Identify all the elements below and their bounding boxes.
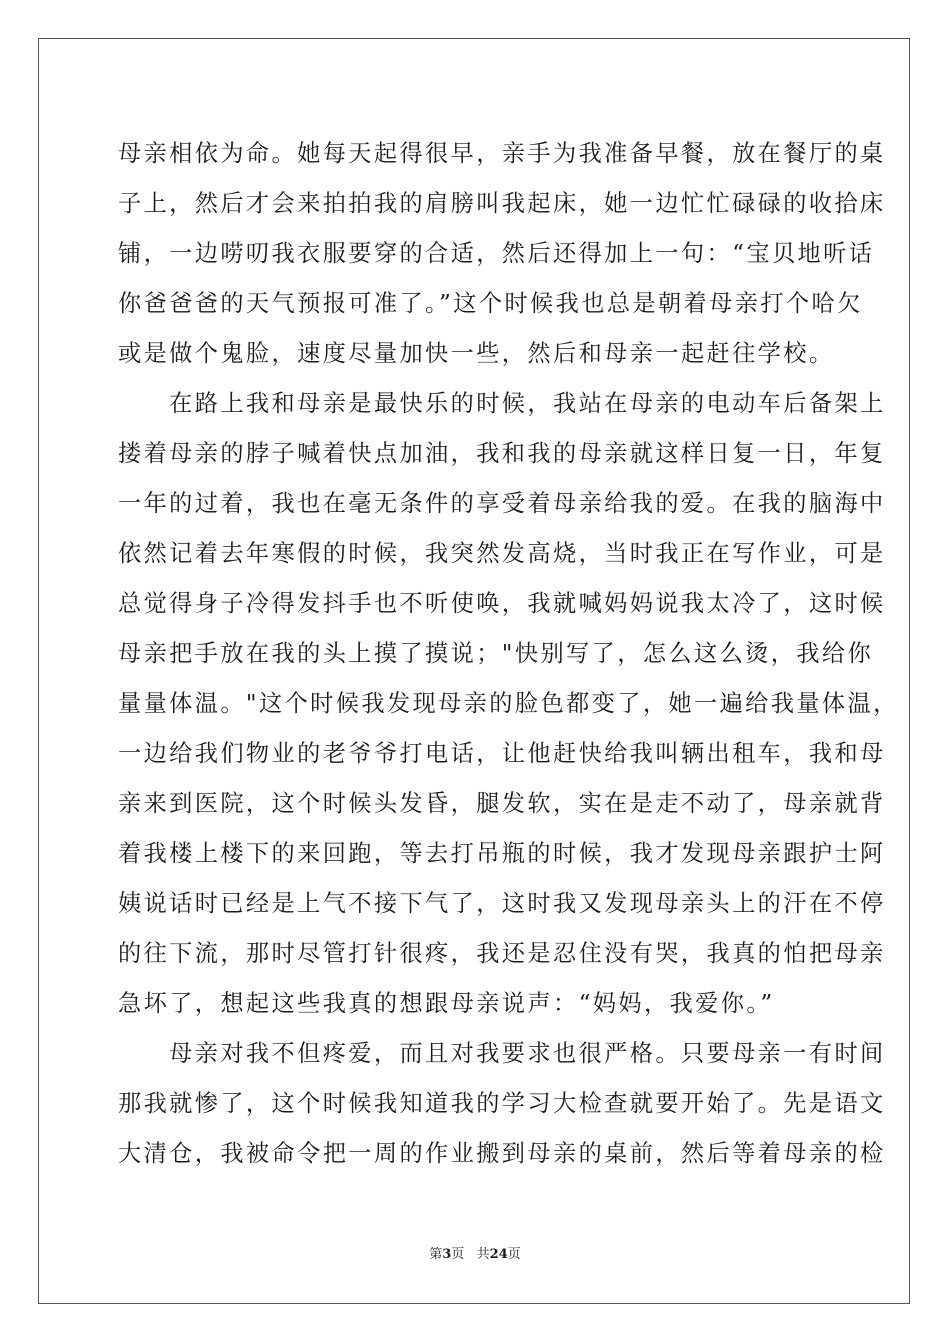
text-line: 铺，一边唠叨我衣服要穿的合适，然后还得加上一句：“宝贝地听话: [118, 240, 875, 267]
footer-suffix: 页: [507, 1247, 521, 1262]
text-line: 的往下流，那时尽管打针很疼，我还是忍住没有哭，我真的怕把母亲: [118, 940, 886, 967]
text-line: 急坏了，想起这些我真的想跟母亲说声：“妈妈，我爱你。”: [118, 990, 775, 1017]
total-pages-number: 24: [489, 1247, 508, 1262]
text-line: 子上，然后才会来拍拍我的肩膀叫我起床，她一边忙忙碌碌的收拾床: [118, 190, 886, 217]
text-line: 在路上我和母亲是最快乐的时候，我站在母亲的电动车后备架上: [118, 390, 886, 417]
footer-prefix: 第: [429, 1247, 443, 1262]
text-line: 着我楼上楼下的来回跑，等去打吊瓶的时候，我才发现母亲跟护士阿: [118, 840, 886, 867]
text-line: 母亲把手放在我的头上摸了摸说；"快别写了，怎么这么烫，我给你: [118, 640, 874, 667]
text-line: 你爸爸爸的天气预报可准了。”这个时候我也总是朝着母亲打个哈欠: [118, 290, 863, 317]
text-line: 总觉得身子冷得发抖手也不听使唤，我就喊妈妈说我太冷了，这时候: [118, 590, 886, 617]
text-line: 大清仓，我被命令把一周的作业搬到母亲的桌前，然后等着母亲的检: [118, 1140, 886, 1167]
text-line: 一边给我们物业的老爷爷打电话，让他赶快给我叫辆出租车，我和母: [118, 740, 886, 767]
page-footer: [0, 1245, 950, 1265]
footer-mid: 页 共: [451, 1247, 490, 1262]
text-line: 量量体温。"这个时候我发现母亲的脸色都变了，她一遍给我量体温，: [118, 690, 899, 717]
text-line: 母亲对我不但疼爱，而且对我要求也很严格。只要母亲一有时间: [118, 1040, 886, 1067]
text-line: 一年的过着，我也在毫无条件的享受着母亲给我的爱。在我的脑海中: [118, 490, 886, 517]
text-line: 依然记着去年寒假的时候，我突然发高烧，当时我正在写作业，可是: [118, 540, 886, 567]
text-line: 亲来到医院，这个时候头发昏，腿发软，实在是走不动了，母亲就背: [118, 790, 886, 817]
text-line: 姨说话时已经是上气不接下气了，这时我又发现母亲头上的汗在不停: [118, 890, 886, 917]
text-line: 或是做个鬼脸，速度尽量加快一些，然后和母亲一起赶往学校。: [118, 340, 835, 367]
document-body: [118, 129, 899, 1179]
text-line: 搂着母亲的脖子喊着快点加油，我和我的母亲就这样日复一日，年复: [118, 440, 886, 467]
text-line: 母亲相依为命。她每天起得很早，亲手为我准备早餐，放在餐厅的桌: [118, 140, 886, 167]
text-line: 那我就惨了，这个时候我知道我的学习大检查就要开始了。先是语文: [118, 1090, 886, 1117]
current-page-number: 3: [442, 1247, 452, 1262]
